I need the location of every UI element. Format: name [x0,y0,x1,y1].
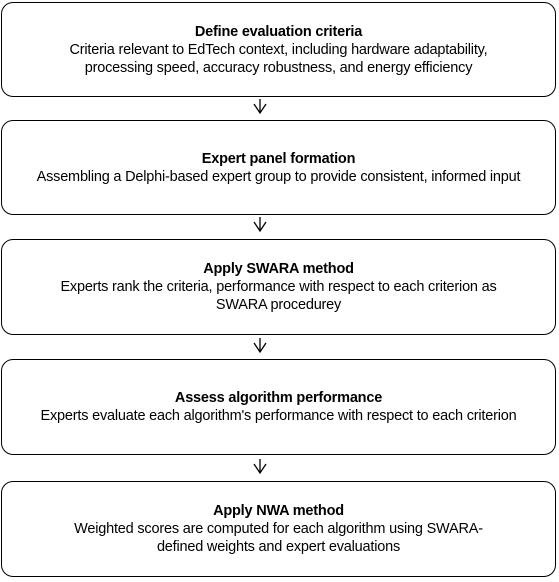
step-expert-panel [1,120,556,215]
step-description: Experts evaluate each algorithm's performance with respect to each criterion [40,408,517,424]
step-title: Apply NWA method [213,503,344,519]
step-title: Apply SWARA method [203,261,354,277]
step-title: Assess algorithm performance [174,390,383,406]
step-define-criteria [1,2,556,97]
down-arrow-icon [252,337,268,355]
step-description: Experts rank the criteria, performance with respect to each criterion as SWARA procedurey [60,279,497,313]
step-description: Assembling a Delphi-based expert group to provide consistent, informed input [36,168,521,185]
step-description: Weighted scores are computed for each algorithm using SWARA-defined weights and expert evaluations [74,521,483,555]
step-title: Expert panel formation [201,150,356,167]
down-arrow-icon [252,216,268,234]
step-apply-swara [1,239,556,335]
step-apply-nwa [1,481,556,577]
step-title: Define evaluation criteria [194,23,363,40]
step-description: Criteria relevant to EdTech context, including hardware adaptability, processing speed, accuracy robustness, and energy efficiency [69,41,488,76]
step-assess-performance [1,359,556,455]
down-arrow-icon [252,98,268,116]
down-arrow-icon [252,458,268,476]
